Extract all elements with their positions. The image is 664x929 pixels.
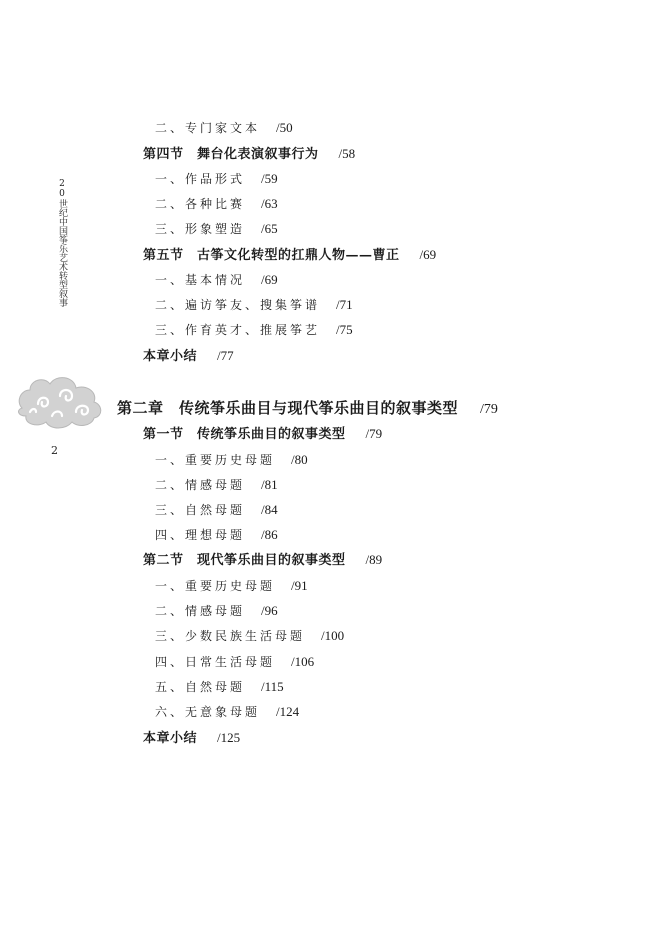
toc-section[interactable] <box>143 348 234 365</box>
toc-entry-title: 一、重要历史母题 <box>155 453 276 467</box>
toc-entry-page: /124 <box>276 704 300 719</box>
toc-section-title: 第五节 古筝文化转型的扛鼎人物——曹正 <box>143 248 400 263</box>
toc-section-title: 第一节 传统筝乐曲目的叙事类型 <box>143 427 346 442</box>
toc-entry[interactable] <box>155 272 278 288</box>
toc-section-page: /89 <box>365 552 383 567</box>
toc-entry-title: 五、自然母题 <box>155 680 246 694</box>
page-number: 2 <box>51 444 58 457</box>
toc-entry-title: 四、理想母题 <box>155 528 246 542</box>
toc-chapter[interactable] <box>117 400 498 418</box>
toc-chapter-title: 第二章 传统筝乐曲目与现代筝乐曲目的叙事类型 <box>117 399 459 417</box>
toc-entry-title: 一、基本情况 <box>155 273 246 287</box>
toc-entry[interactable] <box>155 654 314 670</box>
toc-section-page: /69 <box>419 247 437 262</box>
toc-entry[interactable] <box>155 502 278 518</box>
toc-entry[interactable] <box>155 527 278 543</box>
toc-entry-title: 一、作品形式 <box>155 172 246 186</box>
toc-section-page: /79 <box>365 426 383 441</box>
toc-entry-page: /84 <box>261 502 278 517</box>
toc-entry-page: /115 <box>261 679 284 694</box>
toc-entry-page: /63 <box>261 196 278 211</box>
toc-entry-title: 三、少数民族生活母题 <box>155 629 306 643</box>
toc-entry-page: /71 <box>336 297 353 312</box>
toc-entry-title: 一、重要历史母题 <box>155 579 276 593</box>
toc-entry-title: 二、各种比赛 <box>155 197 246 211</box>
auspicious-cloud-icon <box>14 368 106 432</box>
toc-entry-title: 四、日常生活母题 <box>155 655 276 669</box>
toc-entry-page: /96 <box>261 603 278 618</box>
toc-chapter-page: /79 <box>480 402 498 417</box>
toc-entry[interactable] <box>155 628 344 644</box>
toc-entry-title: 三、自然母题 <box>155 503 246 517</box>
toc-entry-page: /86 <box>261 527 278 542</box>
toc-entry-title: 三、作育英才、推展筝艺 <box>155 323 321 337</box>
toc-section[interactable] <box>143 247 436 264</box>
toc-entry-title: 二、情感母题 <box>155 478 246 492</box>
toc-entry-page: /81 <box>261 477 278 492</box>
toc-entry[interactable] <box>155 221 278 237</box>
toc-entry[interactable] <box>155 578 308 594</box>
toc-entry[interactable] <box>155 171 278 187</box>
toc-section-title: 本章小结 <box>143 349 198 364</box>
toc-section-title: 第二节 现代筝乐曲目的叙事类型 <box>143 553 346 568</box>
toc-entry[interactable] <box>155 679 284 695</box>
toc-section-page: /125 <box>217 730 241 745</box>
toc-entry-page: /75 <box>336 322 353 337</box>
toc-entry-page: /91 <box>291 578 308 593</box>
toc-entry-title: 三、形象塑造 <box>155 222 246 236</box>
toc-section[interactable] <box>143 426 382 443</box>
toc-section[interactable] <box>143 730 240 747</box>
running-head: 20世纪中国筝乐艺术转型叙事 <box>57 179 67 307</box>
toc-section[interactable] <box>143 146 355 163</box>
toc-entry-page: /106 <box>291 654 315 669</box>
toc-entry-page: /80 <box>291 452 308 467</box>
toc-section-title: 本章小结 <box>143 731 198 746</box>
toc-entry-title: 六、无意象母题 <box>155 705 261 719</box>
toc-section-title: 第四节 舞台化表演叙事行为 <box>143 147 319 162</box>
toc-entry-title: 二、专门家文本 <box>155 121 261 135</box>
toc-entry[interactable] <box>155 704 299 720</box>
toc-entry-page: /65 <box>261 221 278 236</box>
toc-section-page: /77 <box>217 348 234 363</box>
toc-entry-title: 二、情感母题 <box>155 604 246 618</box>
toc-entry-page: /69 <box>261 272 278 287</box>
toc-entry[interactable] <box>155 322 353 338</box>
toc-entry[interactable] <box>155 297 353 313</box>
toc-entry[interactable] <box>155 477 278 493</box>
toc-entry-page: /50 <box>276 120 293 135</box>
toc-entry[interactable] <box>155 452 308 468</box>
toc-entry-title: 二、遍访筝友、搜集筝谱 <box>155 298 321 312</box>
toc-entry[interactable] <box>155 196 278 212</box>
toc-entry-page: /59 <box>261 171 278 186</box>
toc-entry-page: /100 <box>321 628 345 643</box>
toc-entry[interactable] <box>155 603 278 619</box>
toc-section-page: /58 <box>338 146 356 161</box>
toc-section[interactable] <box>143 552 382 569</box>
toc-entry[interactable] <box>155 120 293 136</box>
